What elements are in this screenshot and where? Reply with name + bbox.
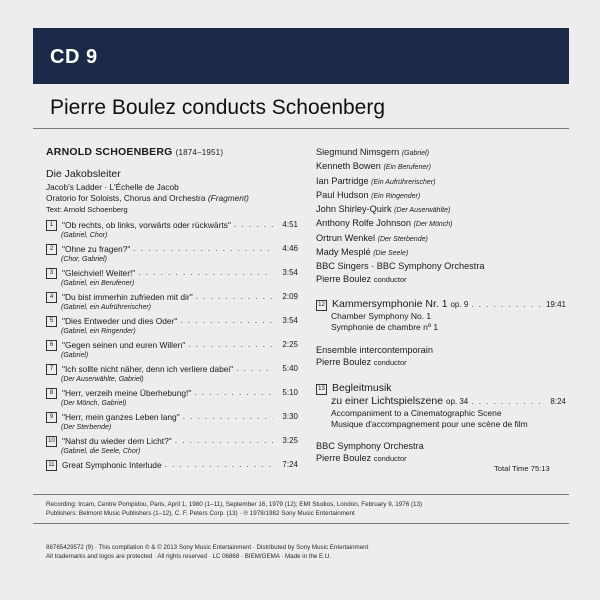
cd-label: CD 9 (50, 46, 98, 68)
work-description-text: Oratorio for Soloists, Chorus and Orchestra (46, 193, 206, 203)
track-duration: 3:54 (282, 268, 298, 277)
track-duration: 19:41 (545, 299, 566, 309)
performer-name: Anthony Rolfe Johnson (316, 218, 412, 229)
track-item (46, 316, 298, 337)
track-title-text: zu einer Lichtspielszene (331, 394, 444, 407)
performer-role: (Gabriel) (401, 150, 430, 157)
performer-role: conductor (373, 274, 407, 284)
track-number: 5 (46, 316, 57, 327)
track-duration: 4:51 (282, 220, 298, 229)
conductor-line (316, 356, 566, 369)
track-subtitle: Chamber Symphony No. 1 (331, 310, 432, 321)
dot-leader (234, 220, 273, 230)
dot-leader (196, 292, 273, 302)
track-roles: (Der Mönch, Gabriel) (61, 400, 127, 407)
track-duration: 2:25 (282, 340, 298, 349)
track-roles: (Der Auserwählte, Gabriel) (61, 376, 144, 383)
track-title: "Ob rechts, ob links, vorwärts oder rückwärts" (62, 220, 231, 230)
track-number: 12 (316, 300, 327, 311)
track-item (46, 220, 298, 241)
track-title (332, 298, 468, 311)
track-title: "Gleichviel! Weiter!" (62, 268, 136, 278)
dot-leader (180, 316, 273, 326)
track-opus: op. 9 (450, 299, 469, 309)
track-duration: 5:40 (282, 364, 298, 373)
track-roles: (Gabriel, die Seele, Chor) (61, 448, 141, 455)
track-roles: (Gabriel, ein Ringender) (61, 328, 136, 335)
ensemble-name: Ensemble intercontemporain (316, 344, 433, 355)
track-item (46, 412, 298, 433)
track-item (46, 268, 298, 289)
performer-name: BBC Singers · BBC Symphony Orchestra (316, 261, 485, 272)
track-number: 8 (46, 388, 57, 399)
left-column (46, 146, 298, 471)
composer-years: (1874–1951) (175, 148, 224, 157)
recording-line: Recording: Ircam, Centre Pompidou, Paris, April 1, 1980 (1–11), September 16, 1979 (12); EMI Studios, London, February 9, 1976 (13) (46, 501, 423, 508)
track-item (46, 388, 298, 409)
performer-role: (Der Mönch) (413, 221, 453, 229)
performer-role: (Ein Aufrührerischer) (371, 178, 436, 186)
track-item (46, 244, 298, 265)
track-duration: 2:09 (282, 292, 298, 301)
track-duration: 5:10 (282, 388, 298, 397)
performer-name: Kenneth Bowen (316, 161, 381, 172)
track-roles: (Gabriel, Chor) (61, 232, 108, 239)
work-translations: Jacob's Ladder · L'Échelle de Jacob (46, 182, 179, 192)
work-text-credit: Text: Arnold Schoenberg (46, 205, 128, 214)
performer (316, 232, 566, 246)
track-subtitle: Musique d'accompagnement pour une scène de film (331, 418, 528, 429)
performer-role: (Ein Berufener) (383, 164, 431, 172)
track-13 (316, 382, 566, 466)
performer-name: Ortrun Wenkel (316, 232, 376, 243)
track-title: "Gegen seinen und euren Willen" (62, 340, 186, 350)
track-roles: (Gabriel, ein Aufrührerischer) (61, 304, 151, 311)
track-title: "Dies Entweder und dies Oder" (62, 316, 178, 326)
dot-leader (471, 298, 541, 311)
conductor-role: conductor (373, 453, 407, 463)
dot-leader (194, 388, 273, 398)
performer-role: (Der Auserwählte) (394, 207, 451, 215)
track-number: 1 (46, 220, 57, 231)
dot-leader (175, 436, 273, 446)
dot-leader (236, 364, 273, 374)
work-title: Die Jakobsleiter (46, 168, 121, 180)
track-item (46, 340, 298, 361)
conductor-name: Pierre Boulez (316, 357, 372, 368)
performer (316, 203, 566, 217)
track-number: 9 (46, 412, 57, 423)
track-title: "Du bist immerhin zufrieden mit dir" (62, 292, 193, 302)
performer (316, 175, 566, 189)
legal-notice (46, 544, 368, 561)
performer (316, 146, 566, 160)
track-number: 4 (46, 292, 57, 303)
track-list (46, 220, 298, 471)
work-description (46, 193, 298, 204)
track-number: 2 (46, 244, 57, 255)
performer-role: (Der Sterbende) (377, 235, 428, 243)
performer-name: Pierre Boulez (316, 273, 372, 284)
track-duration: 8:24 (550, 396, 566, 406)
dot-leader (188, 340, 273, 350)
track-number: 13 (316, 384, 327, 395)
divider (33, 494, 569, 495)
performer-role: (Die Seele) (373, 250, 409, 258)
legal-line: 88765429572 (9) · This compilation ℗ & © 2013 Sony Music Entertainment · Distributed by Sony Music Entertainment (46, 544, 369, 551)
dot-leader (165, 460, 273, 470)
performer-name: Siegmund Nimsgern (316, 147, 400, 157)
track-number: 7 (46, 364, 57, 375)
composer-heading (46, 146, 298, 158)
track-12 (316, 298, 566, 370)
track-title-text: Kammersymphonie Nr. 1 (332, 297, 448, 310)
conductor-name: Pierre Boulez (316, 452, 372, 463)
performer (316, 217, 566, 231)
track-title: Great Symphonic Interlude (62, 460, 162, 470)
header-band (33, 28, 569, 84)
track-title-cont (331, 395, 468, 408)
track-title: "Ohne zu fragen?" (62, 244, 131, 254)
page-title: Pierre Boulez conducts Schoenberg (50, 96, 386, 119)
right-column (316, 146, 566, 465)
track-duration: 7:24 (282, 460, 298, 469)
performer (316, 189, 566, 203)
track-item (46, 436, 298, 457)
performer-name: John Shirley-Quirk (316, 204, 392, 215)
performer (316, 160, 566, 174)
conductor-role: conductor (373, 358, 407, 368)
work-description-note: (Fragment) (207, 193, 249, 203)
recording-credits (46, 500, 422, 518)
dot-leader (471, 395, 541, 408)
track-item (46, 364, 298, 385)
orchestra-name: BBC Symphony Orchestra (316, 440, 424, 451)
track-duration: 3:30 (282, 412, 298, 421)
track-title: Begleitmusik (332, 381, 392, 394)
publishers-line: Publishers: Belmont Music Publishers (1–12), C. F. Peters Corp. (13) · ℗ 1978/1982 Sony Music Entertainment (46, 510, 355, 517)
performer (316, 273, 566, 286)
track-title: "Ich sollte nicht näher, denn ich verliere dabei" (62, 364, 234, 374)
track-opus: op. 34 (446, 396, 469, 406)
track-title: "Herr, mein ganzes Leben lang" (62, 412, 180, 422)
divider (33, 523, 569, 524)
dot-leader (138, 268, 273, 278)
track-subtitle: Symphonie de chambre nº 1 (331, 321, 439, 332)
performer-role: (Ein Ringender) (371, 192, 421, 200)
composer-name: ARNOLD SCHOENBERG (46, 146, 173, 158)
total-time: Total Time 75:13 (494, 464, 550, 473)
performer-list (316, 146, 566, 286)
track-number: 3 (46, 268, 57, 279)
track-roles: (Gabriel) (61, 352, 89, 359)
track-duration: 4:46 (282, 244, 298, 253)
track-roles: (Chor, Gabriel) (61, 256, 107, 263)
divider (33, 128, 569, 129)
performer-name: Paul Hudson (316, 189, 369, 200)
track-subtitle: Accompaniment to a Cinematographic Scene (331, 407, 502, 418)
track-number: 10 (46, 436, 57, 447)
dot-leader (133, 244, 273, 254)
track-roles: (Gabriel, ein Berufener) (61, 280, 135, 287)
performer-name: Mady Mesplé (316, 247, 371, 258)
track-title: "Nahst du wieder dem Licht?" (62, 436, 172, 446)
performer (316, 260, 566, 272)
track-item (46, 460, 298, 471)
track-number: 11 (46, 460, 57, 471)
track-number: 6 (46, 340, 57, 351)
track-roles: (Der Sterbende) (61, 424, 112, 431)
dot-leader (183, 412, 273, 422)
track-duration: 3:54 (282, 316, 298, 325)
track-item (46, 292, 298, 313)
track-duration: 3:25 (282, 436, 298, 445)
performer-name: Ian Partridge (316, 175, 369, 186)
track-title: "Herr, verzeih meine Überhebung!" (62, 388, 192, 398)
legal-line: All trademarks and logos are protected · All rights reserved · LC 06868 · BIEM/GEMA · Made in the E.U. (46, 552, 332, 560)
performer (316, 246, 566, 260)
